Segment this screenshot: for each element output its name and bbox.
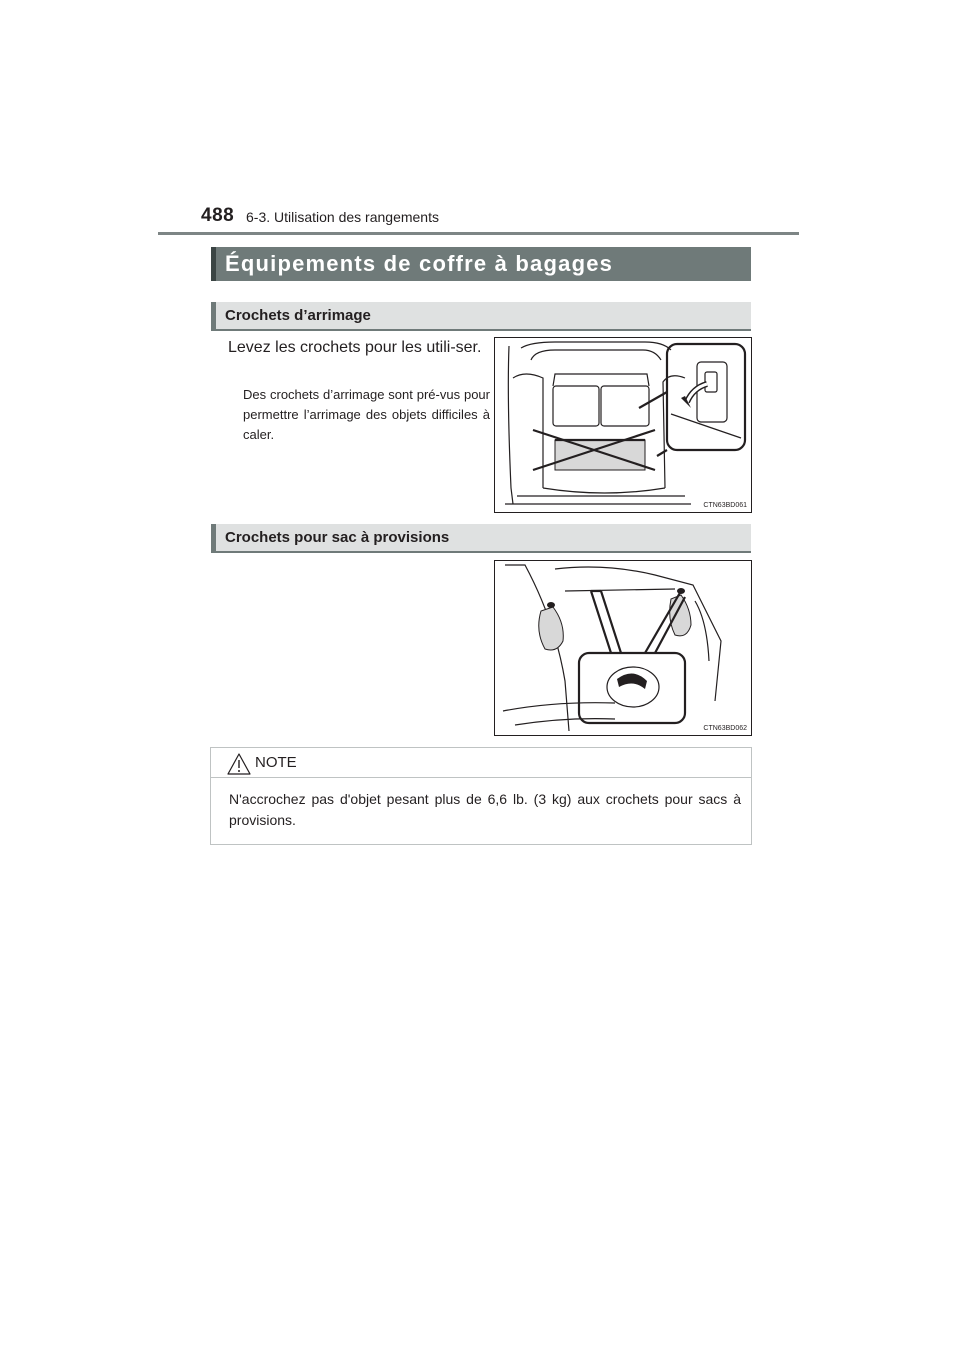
main-title-bar <box>211 247 751 281</box>
instruction-text: Levez les crochets pour les utili-ser. <box>228 339 482 356</box>
bag-hooks-illustration <box>495 561 751 735</box>
illustration-tie-down-hooks <box>494 337 752 513</box>
note-label: NOTE <box>255 754 297 771</box>
section-reference: 6-3. Utilisation des rangements <box>246 209 439 225</box>
illustration-code: CTN63BD062 <box>703 725 747 732</box>
illustration-grocery-bag-hooks <box>494 560 752 736</box>
cargo-area-illustration <box>495 338 751 512</box>
note-text: N'accrochez pas d'objet pesant plus de 6,6 lb. (3 kg) aux crochets pour sacs à provisions. <box>229 791 741 828</box>
note-box <box>210 747 752 845</box>
section-heading-grocery-bag-hooks <box>211 524 751 553</box>
heading-accent <box>211 524 216 553</box>
note-header <box>211 748 751 778</box>
section-heading-tie-down-hooks <box>211 302 751 331</box>
page-title: Équipements de coffre à bagages <box>225 251 614 276</box>
illustration-code: CTN63BD061 <box>703 502 747 509</box>
title-accent <box>211 247 216 281</box>
heading-accent <box>211 302 216 331</box>
section-heading-label: Crochets pour sac à provisions <box>225 529 450 546</box>
header-divider <box>158 232 799 235</box>
warning-icon <box>227 753 251 775</box>
section-heading-label: Crochets d’arrimage <box>225 307 371 324</box>
page-number: 488 <box>201 205 235 226</box>
explanation-text: Des crochets d’arrimage sont pré-vus pour permettre l’arrimage des objets difficiles à caler. <box>243 387 490 442</box>
